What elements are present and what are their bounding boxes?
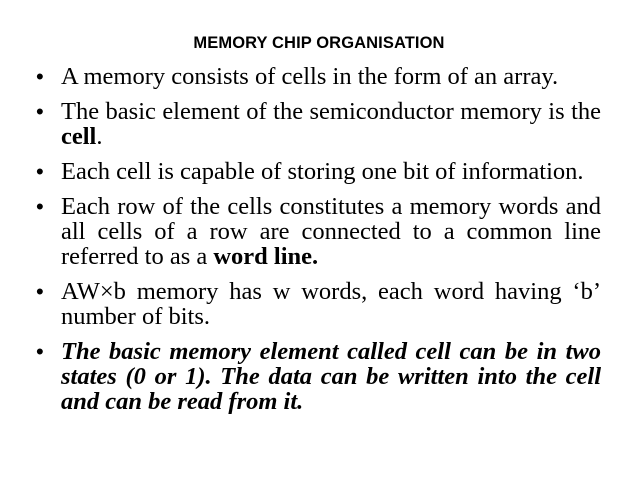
bullet-text: AW×b memory has w words, each word having ‘b’ number of bits. bbox=[61, 278, 601, 330]
bullet-dot-icon: • bbox=[36, 194, 44, 219]
bullet-dot-icon: • bbox=[36, 279, 44, 304]
bullet-dot-icon: • bbox=[36, 159, 44, 184]
bullet-text: A memory consists of cells in the form of an array. bbox=[61, 63, 559, 90]
bullet-item bbox=[36, 339, 601, 414]
bullet-item bbox=[36, 194, 601, 269]
bullet-dot-icon: • bbox=[36, 99, 44, 124]
bullet-list bbox=[36, 64, 601, 414]
bullet-text: . bbox=[96, 123, 103, 150]
bullet-dot-icon: • bbox=[36, 339, 44, 364]
bullet-item bbox=[36, 279, 601, 329]
bullet-bold-term: cell bbox=[61, 123, 97, 150]
slide-title: MEMORY CHIP ORGANISATION bbox=[193, 34, 445, 52]
bullet-text: Each cell is capable of storing one bit of information. bbox=[61, 158, 584, 185]
bullet-item bbox=[36, 99, 601, 149]
bullet-text: Each row of the cells constitutes a memory words and all cells of a row are connected to a common line referred to as a bbox=[61, 193, 601, 270]
bullet-item bbox=[36, 159, 601, 184]
bullet-bold-term: word line. bbox=[213, 243, 319, 270]
bullet-text: The basic element of the semiconductor memory is the bbox=[61, 98, 601, 125]
bullet-dot-icon: • bbox=[36, 64, 44, 89]
bullet-item bbox=[36, 64, 601, 89]
bullet-text-emphasis: The basic memory element called cell can be in two states (0 or 1). The data can be written into the cell and can be read from it. bbox=[61, 338, 601, 415]
